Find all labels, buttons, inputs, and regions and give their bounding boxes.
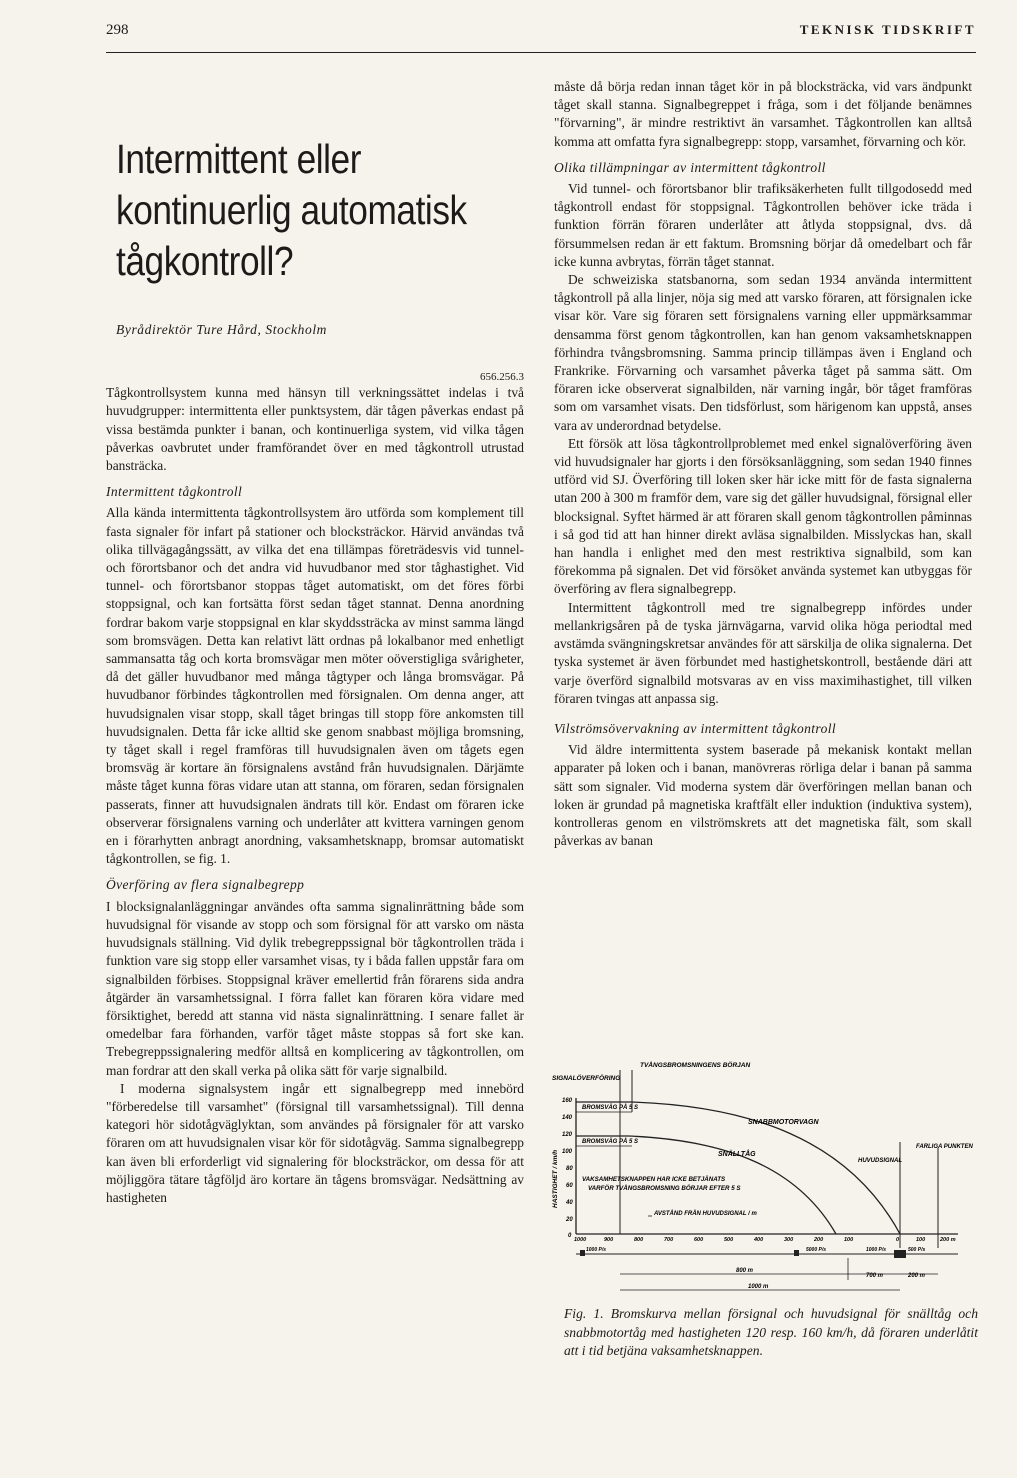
y-tick-20: 20 xyxy=(566,1217,573,1223)
braking-curve-diagram xyxy=(548,1058,976,1300)
x-tick-400: 400 xyxy=(754,1237,764,1243)
figure-caption: Fig. 1. Bromskurva mellan försignal och huvudsignal för snälltåg och snabbmotortåg med hastigheten 120 resp. 160 km/h, då föraren underlåtit att i tid betjäna vaksamhetsknappen. xyxy=(564,1306,978,1358)
left-heading-2: Överföring av flera signalbegrepp xyxy=(106,877,305,893)
right-paragraph-5: Intermittent tågkontroll med tre signalbegrepp infördes under mellankrigsåren på de tyska järnvägarna, varvid olika höga periodtal med avstämda svängningskretsar användes för att särskilja de olika signalerna. Det tyska systemet är även förbundet med hastighetskontroll, bestående däri att varje överförd signalbild motsvaras av en viss maximihastighet, till vilken föraren tvingas att anpassa sig. xyxy=(554,599,972,706)
label-bromsvag-1: BROMSVÄG PÅ 5 S xyxy=(582,1105,639,1111)
dim-label-1000: 1000 m xyxy=(748,1284,769,1290)
y-tick-0: 0 xyxy=(568,1233,572,1239)
position-labels xyxy=(586,1247,925,1253)
y-tick-labels xyxy=(562,1098,573,1239)
dim-label-700: 700 m xyxy=(866,1273,884,1279)
label-huvudsignal: HUVUDSIGNAL xyxy=(858,1158,903,1164)
left-heading-1: Intermittent tågkontroll xyxy=(106,484,243,500)
dim-label-200: 200 m xyxy=(908,1273,926,1279)
journal-name: TEKNISK TIDSKRIFT xyxy=(799,22,976,37)
label-vaksam-2: VARFÖR TVÅNGSBROMSNING BÖRJAR EFTER 5 S xyxy=(588,1185,741,1192)
right-column xyxy=(554,78,972,850)
article-title xyxy=(116,134,529,287)
right-heading-2: Vilströmsövervakning av intermittent tågkontroll xyxy=(554,720,837,736)
y-tick-40: 40 xyxy=(566,1200,573,1206)
classification-code: 656.256.3 xyxy=(480,371,524,384)
label-avstand: AVSTÅND FRÅN HUVUDSIGNAL / m xyxy=(654,1211,757,1217)
y-tick-100: 100 xyxy=(562,1149,573,1155)
title-line-1: Intermittent eller xyxy=(116,136,362,182)
y-tick-160: 160 xyxy=(562,1098,573,1104)
x-tick-0: 0 xyxy=(896,1237,900,1243)
x-tick-100b: 100 xyxy=(916,1237,926,1243)
left-paragraph-2: Alla kända intermittenta tågkontrollsystem äro utförda som komplement till fasta signaler för infart på stationer och blocksträckor. Härvid användas två olika tillvägagångssätt, av vilka det ena tillämpas företrädesvis vid tunnel- och förortsbanor och det andra vid huvudbanor med stor tåghastighet. Vid tunnel- och förortsbanor stoppas tåget automatiskt, om det föres förbi stoppsignal, och kan fortsätta först sedan tåget stannat. Denna anordning fordrar bakom varje stoppsignal en klar skyddssträcka av minst samma längd som bromsvägen. Detta kan relativt lätt ordnas på lokalbanor med enhetligt sammansatta tåg och korta bromsvägar men möter oöverstigliga svårigheter, då det gäller huvudbanor med många tågtyper och långa bromsvägar. På huvudbanor förbindes tågkontrollen med försignalen. Om denna anger, att huvudsignalen visar stopp, skall tåget bringas till stopp före ankomsten till huvudsignalen. Detta får icke alltid ske genom snabbast möjliga bromsning, ty tåget skall i regel framföras till huvudsignalen även om tågets egen bromsväg är kortare än försignalens avstånd från huvudsignalen. Därjämte måste tåget kunna föras vidare utan att stanna, om föraren, sedan försignalen passerats, finner att huvudsignalen ändrats till kör. Endast om föraren icke observerar försignalens varning och underlåter att kvittera varningen genom en i förarhytten anbragt anordning, vaksamhetsknapp, bromsar automatiskt tågkontrollen, se fig. 1. xyxy=(106,505,524,867)
pos-label-4: 500 P/s xyxy=(908,1247,926,1253)
figure-1 xyxy=(548,1058,976,1300)
right-paragraph-4: Ett försök att lösa tågkontrollproblemet med enkel signalöverföring även vid huvudsignaler har gjorts i den försöksanläggning, som sedan 1940 finnes utförd vid SJ. Överföring till loken sker här icke mitt för de fasta signalerna utan 200 à 300 m framför dem, vare sig det gäller huvudsignal, försignal eller blocksignal. Syftet härmed är att föraren skall genom tågkontrollen påminnas i så god tid att han hinner direkt avläsa signalbilden. Misslyckas han, skall han handla i enlighet med den mest restriktiva signalbild, som kan förekomma på signalen. Det vid försöket använda systemet kan utbyggas för överföring av flera signalbegrepp. xyxy=(554,435,972,597)
loco-marker-2 xyxy=(794,1250,799,1256)
loco-marker-3 xyxy=(894,1250,906,1258)
pos-label-2: 5000 P/s xyxy=(806,1247,827,1253)
author-line: Byrådirektör Ture Hård, Stockholm xyxy=(116,322,328,337)
x-tick-200b: 200 m xyxy=(940,1237,956,1243)
label-snalltag: SNÄLLTÅG xyxy=(718,1151,756,1158)
title-line-3: tågkontroll? xyxy=(116,238,294,284)
right-paragraph-1: måste då börja redan innan tåget kör in på blocksträcka, vid vars ändpunkt tåget skall stanna. Signalbegreppet i fråga, som i det följande benämnes "förvarning", är mindre restriktivt än varsamhet. Tågkontrollen kan alltså komma att omfatta fyra signalbegrepp: stopp, varsamhet, förvarning och kör. xyxy=(554,79,972,149)
y-axis-label: HASTIGHET / km/h xyxy=(552,1149,559,1208)
x-tick-600: 600 xyxy=(694,1237,704,1243)
left-paragraph-4: I moderna signalsystem ingår ett signalbegrepp med innebörd "förberedelse till varsamhet" (försignal till varsamhetssignal). Till denna kategori hör sidotågväglyktan, som användes på försignaler för att varsko föraren om att huvudsignalen visar kör för sidotågväg. Samma signalbegrepp kan även bli erforderligt vid signalering för blocksträckor, om dessa för att möjliggöra tätare tågföljd äro kortare än tågens bromsvägar. Nedsättning av hastigheten xyxy=(106,1080,524,1205)
x-tick-200: 200 xyxy=(814,1237,824,1243)
left-paragraph-1: Tågkontrollsystem kunna med hänsyn till verkningssättet indelas i två huvudgrupper: intermittenta eller punktsystem, där tågen påverkas endast på vissa bestämda punkter i banan, och kontinuerliga system, vid vilka tågen påverkas oavbrutet under framförandet över en med tågkontroll utrustad bansträcka. xyxy=(106,385,524,474)
x-tick-900: 900 xyxy=(604,1237,614,1243)
x-tick-800: 800 xyxy=(634,1237,644,1243)
label-snabbmotorvagn: SNABBMOTORVAGN xyxy=(748,1119,819,1126)
label-bromsvag-2: BROMSVÄG PÅ 5 S xyxy=(582,1139,639,1145)
x-tick-1000: 1000 xyxy=(574,1237,587,1243)
right-heading-1: Olika tillämpningar av intermittent tågkontroll xyxy=(554,159,826,175)
label-forced-braking: TVÅNGSBROMSNINGENS BÖRJAN xyxy=(640,1062,751,1069)
right-paragraph-3: De schweiziska statsbanorna, som sedan 1934 använda intermittent tågkontroll på alla linjer, nöja sig med att varsko föraren, att försignalen icke visar kör. Vare sig föraren sett försignalens varning eller uppmärksammar densamma först genom tågkontrollen, kan han genom vaksamhetsknappen förhindra tvångsbromsning. Samma princip tillämpas även i England och Frankrike. Förvarning och varsamhet påverka tåget på samma sätt. Om föraren icke observerat signalbilden, när varning ingår, bör tåget framföras som om varsamhet visats. Den tidsförlust, som härigenom kan uppstå, anses vara av underordnad betydelse. xyxy=(554,272,972,433)
title-line-2: kontinuerlig automatisk xyxy=(116,187,467,233)
y-tick-80: 80 xyxy=(566,1166,573,1172)
header-rule xyxy=(106,52,976,53)
right-paragraph-6: Vid äldre intermittenta system baserade på mekanisk kontakt mellan apparater på loken och i banan, manövreras rörliga delar i banan på samma sätt som signaler. Vid moderna system där överföringen mellan banan och loken är grundad på magnetiska kraftfält eller induktion (induktiva system), kontrolleras genom en vilströmskrets att det magnetiska fält, som skall påverkas av banan xyxy=(554,742,972,849)
right-paragraph-2: Vid tunnel- och förortsbanor blir trafiksäkerheten fullt tillgodosedd med tågkontroll endast för stoppsignal. Tågkontrollen behöver icke träda i funktion förrän föraren underlåter att åtlyda stoppsignal, dvs. då försummelsen redan är ett faktum. Bromsning börjar då omedelbart och får icke kunna avbrytas, förrän tåget stannat. xyxy=(554,181,972,269)
left-column xyxy=(106,78,524,1207)
y-tick-60: 60 xyxy=(566,1183,573,1189)
label-signal-transfer: SIGNALÖVERFÖRING xyxy=(552,1075,621,1082)
label-vaksam-1: VAKSAMHETSKNAPPEN HAR ICKE BETJÄNATS xyxy=(582,1176,726,1183)
page-header xyxy=(106,22,976,52)
pos-label-3: 1000 P/s xyxy=(866,1247,887,1253)
label-farliga-punkten: FARLIGA PUNKTEN xyxy=(916,1144,973,1150)
x-tick-100: 100 xyxy=(844,1237,854,1243)
y-tick-120: 120 xyxy=(562,1132,573,1138)
y-tick-140: 140 xyxy=(562,1115,573,1121)
x-tick-labels xyxy=(574,1237,956,1243)
loco-marker-1 xyxy=(580,1250,585,1256)
dim-label-800: 800 m xyxy=(736,1268,754,1274)
page-number: 298 xyxy=(106,22,129,38)
left-paragraph-3: I blocksignalanläggningar användes ofta samma signalinrättning både som huvudsignal för visande av stopp och som försignal för att varsko om nästa huvudsignals ställning. Vid dylik trebegreppssignal bör tågkontrollen träda i funktion vare sig stopp eller varsamhet visas, ty i båda fallen uppstår fara om signalbilden förbises. Stoppsignal kräver emellertid från förarens sida andra åtgärder än varsamhetssignal. I förra fallet kan föraren köra vidare med försiktighet, beredd att stanna vid nästa signalinrättning. I senare fallet är omedelbar fara förhanden, varför tåget måste stoppas så fort ske kan. Trebegreppssignalering medför alltså en komplicering av tågkontrollen, om man fordrar att den skall verka på olika sätt för varje signalbild. xyxy=(106,898,524,1078)
pos-label-1: 1000 P/s xyxy=(586,1247,607,1253)
x-tick-500: 500 xyxy=(724,1237,734,1243)
x-tick-700: 700 xyxy=(664,1237,674,1243)
x-tick-300: 300 xyxy=(784,1237,794,1243)
